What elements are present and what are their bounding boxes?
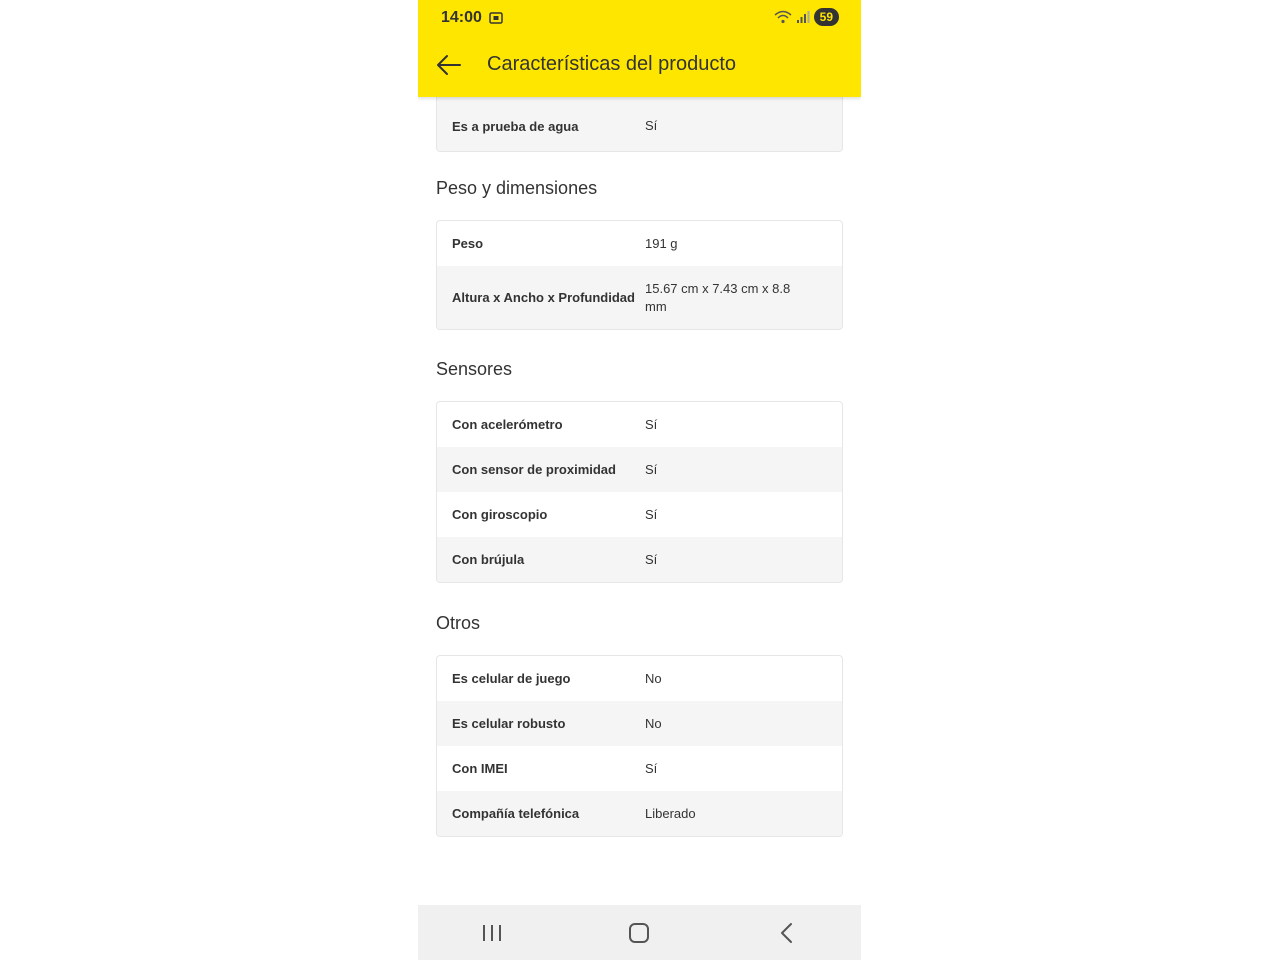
table-row [437,447,842,492]
spec-value: Liberado [645,805,696,821]
spec-value: 191 g [645,235,678,251]
phone-screen [418,0,861,960]
nav-back-button[interactable] [767,913,807,953]
spec-value: No [645,670,662,686]
spec-value: Sí [645,118,658,133]
signal-icon [796,10,810,24]
section-title-weight-dimensions: Peso y dimensiones [436,178,598,198]
spec-value: 15.67 cm x 7.43 cm x 8.8 mm [645,280,791,314]
back-button[interactable] [432,48,466,82]
app-header [418,0,861,97]
recents-icon [481,923,503,943]
spec-value: No [645,715,662,731]
spec-value: Sí [645,506,658,522]
wifi-icon [774,10,792,24]
screenshot-icon [489,11,503,25]
table-row [437,791,842,836]
table-row [437,402,842,447]
specs-table-others [436,655,843,837]
specs-table-weight-dimensions [436,220,843,330]
table-row [437,537,842,582]
table-row [437,656,842,701]
spec-label: Peso [452,236,484,251]
arrow-left-icon [436,54,462,76]
section-title-others: Otros [436,613,481,633]
spec-label: Con sensor de proximidad [452,462,616,477]
spec-value: Sí [645,416,658,432]
spec-label: Es a prueba de agua [452,118,579,134]
spec-label: Con giroscopio [452,507,548,522]
spec-label: Altura x Ancho x Profundidad [452,290,635,305]
page-title: Características del producto [487,53,737,75]
nav-home-button[interactable] [619,913,659,953]
spec-label: Con IMEI [452,761,508,776]
table-row [437,492,842,537]
table-row [437,701,842,746]
spec-value: Sí [645,551,658,567]
spec-label: Compañía telefónica [452,806,580,821]
battery-badge: 59 [814,8,839,26]
table-row [437,746,842,791]
table-row [437,266,842,329]
section-title-sensors: Sensores [436,359,513,379]
spec-value: Sí [645,760,658,776]
chevron-left-icon [779,922,795,944]
status-time: 14:00 [441,9,482,26]
status-icons [774,8,839,26]
table-row [437,221,842,266]
system-nav-bar [418,905,861,960]
spec-value: Sí [645,461,658,477]
spec-label: Es celular de juego [452,671,571,686]
home-icon [628,922,650,944]
nav-recents-button[interactable] [472,913,512,953]
spec-label: Es celular robusto [452,716,566,731]
spec-label: Con acelerómetro [452,417,563,432]
specs-table-sensors [436,401,843,583]
spec-label: Con brújula [452,552,525,567]
